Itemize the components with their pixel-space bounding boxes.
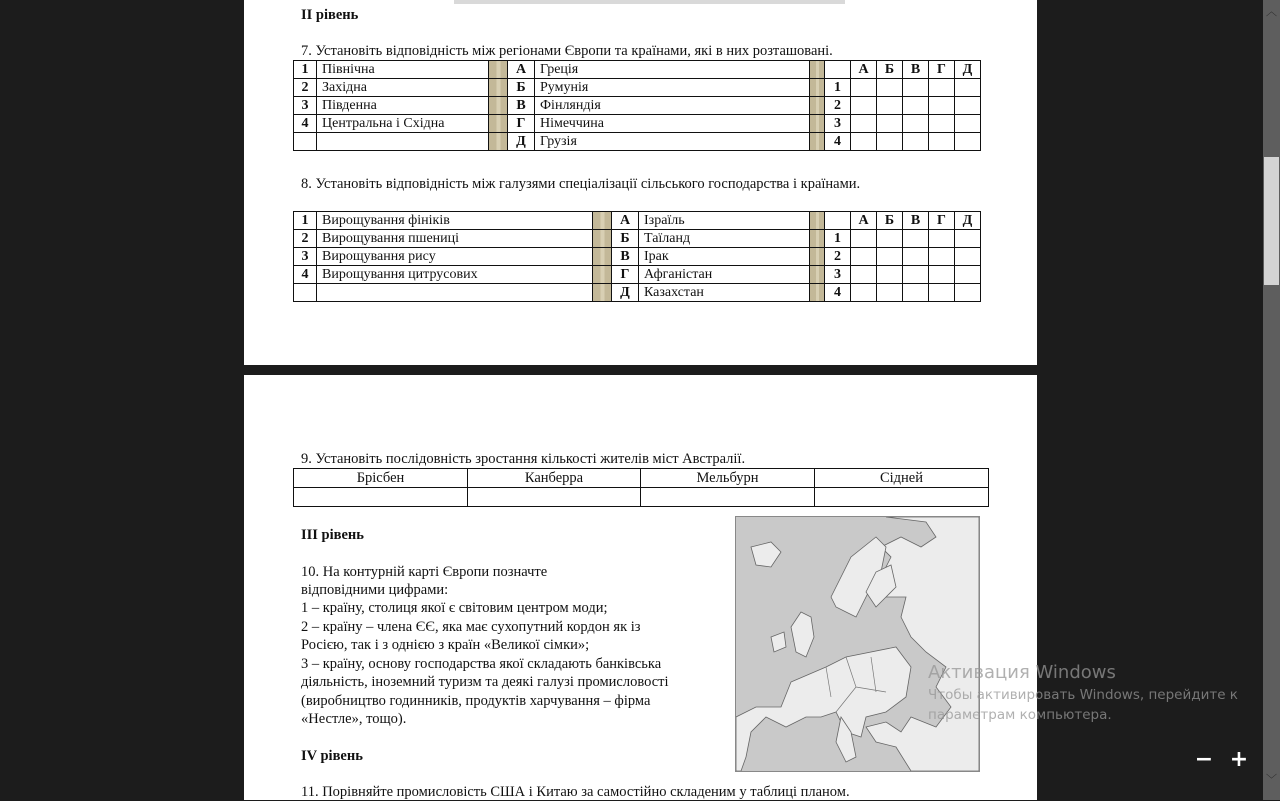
scroll-down-arrow-icon[interactable]: ﹀ xyxy=(1266,773,1277,786)
document-page-2 xyxy=(244,375,1037,800)
europe-map-icon xyxy=(736,517,979,771)
image-fragment-bottom xyxy=(454,0,845,4)
activation-watermark-title: Активация Windows xyxy=(928,662,1116,683)
scroll-up-arrow-icon[interactable]: ︿ xyxy=(1266,5,1277,18)
q10-line: 1 – країну, столиця якої є світовим центром моди; xyxy=(301,600,608,616)
level-4-heading: IV рівень xyxy=(301,748,363,764)
answer-cell xyxy=(851,79,877,97)
q10-line: 2 – країну – члена ЄЄ, яка має сухопутний кордон як із xyxy=(301,619,641,635)
q10-line: відповідними цифрами: xyxy=(301,582,449,598)
level-2-heading: II рівень xyxy=(301,7,359,23)
activation-watermark-line1: Чтобы активировать Windows, перейдите к xyxy=(928,687,1238,703)
europe-contour-map xyxy=(735,516,980,772)
q10-line: 10. На контурній карті Європи позначте xyxy=(301,564,548,580)
zoom-in-button[interactable]: + xyxy=(1229,747,1249,772)
q7-matching-table: 1 Північна А Греція А Б В Г Д 2 Західна Б Румунія 1 3 Південна В Фінляндія 2 4 Центральна і Східна Г Німеччина 3 Д Грузія 4 xyxy=(293,60,981,151)
zoom-out-button[interactable]: − xyxy=(1194,747,1214,772)
q8-prompt: 8. Установіть відповідність між галузями спеціалізації сільського господарства і країнами. xyxy=(301,176,861,192)
q9-sequence-table: Брісбен Канберра Мельбурн Сідней xyxy=(293,468,989,507)
q10-line: 3 – країну, основу господарства якої складають банківська xyxy=(301,656,662,672)
q11-prompt: 11. Порівняйте промисловість США і Китаю за самостійно складеним у таблиці планом. xyxy=(301,784,850,800)
vertical-scrollbar[interactable] xyxy=(1263,0,1280,800)
document-page-1 xyxy=(244,0,1037,365)
q9-prompt: 9. Установіть послідовність зростання кількості жителів міст Австралії. xyxy=(301,451,746,467)
q10-line: Росією, так і з однією з країн «Великої сімки»; xyxy=(301,637,590,653)
q10-line: (виробництво годинників, продуктів харчування – фірма xyxy=(301,693,651,709)
q7-prompt: 7. Установіть відповідність між регіонами Європи та країнами, які в них розташовані. xyxy=(301,43,833,59)
level-3-heading: III рівень xyxy=(301,527,364,543)
q10-line: «Нестле», тощо). xyxy=(301,711,407,727)
q10-line: діяльність, іноземний туризм та деякі галузі промисловості xyxy=(301,674,669,690)
scrollbar-thumb[interactable] xyxy=(1264,157,1279,285)
activation-watermark-line2: параметрам компьютера. xyxy=(928,707,1112,723)
q8-matching-table: 1 Вирощування фініків А Ізраїль А Б В Г Д 2 Вирощування пшениці Б Таїланд 1 3 Вирощування рису В Ірак 2 4 Вирощування цитрусових Г Афганістан 3 Д Казахстан 4 xyxy=(293,211,981,302)
